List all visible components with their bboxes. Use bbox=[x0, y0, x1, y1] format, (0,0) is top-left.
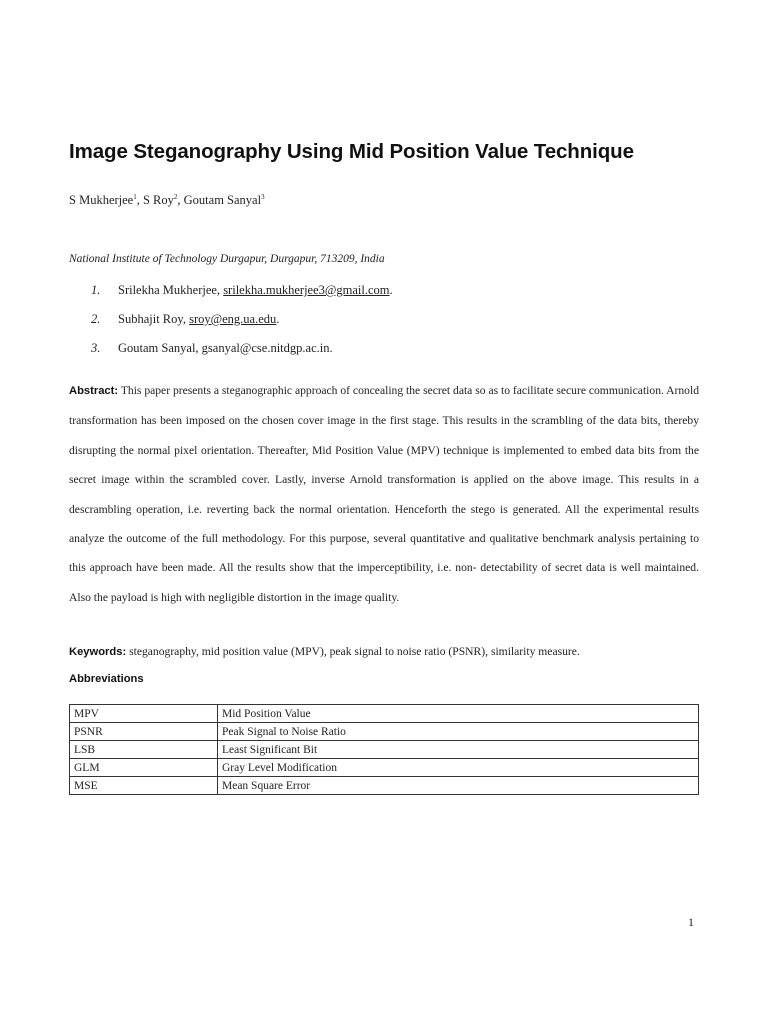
contact-name: Subhajit Roy, bbox=[118, 312, 190, 326]
author-affiliation-mark: 1 bbox=[133, 192, 137, 201]
abbr-cell: LSB bbox=[70, 741, 218, 759]
author-separator: , bbox=[136, 193, 143, 207]
keywords-paragraph bbox=[69, 642, 709, 662]
email-link[interactable]: srilekha.mukherjee3@gmail.com bbox=[223, 283, 390, 297]
paper-title: Image Steganography Using Mid Position Value Technique bbox=[69, 140, 634, 163]
full-form-cell: Mean Square Error bbox=[218, 777, 699, 795]
abbr-cell: MSE bbox=[70, 777, 218, 795]
list-number: 2. bbox=[91, 312, 101, 326]
contact-name: Goutam Sanyal, bbox=[118, 341, 202, 355]
full-form-cell: Mid Position Value bbox=[218, 705, 699, 723]
author-affiliation-mark: 3 bbox=[261, 192, 265, 201]
table-row bbox=[70, 741, 699, 759]
list-item bbox=[69, 310, 689, 339]
list-number: 1. bbox=[91, 283, 101, 297]
author-name: S Mukherjee bbox=[69, 193, 134, 207]
author-separator: , bbox=[177, 193, 184, 207]
list-item bbox=[69, 339, 689, 368]
list-end-punct: . bbox=[276, 312, 280, 326]
abbr-cell: GLM bbox=[70, 759, 218, 777]
table-row bbox=[70, 705, 699, 723]
abstract-text: This paper presents a steganographic approach of concealing the secret data so as to facilitate secure communication. Arnold transformation has been imposed on the chosen cover image in the first stage. This results in the scrambling of the data bits, thereby disrupting the normal pixel orientation. Thereafter, Mid Position Value (MPV) technique is implemented to embed data bits from the secret image within the scrambled cover. Lastly, inverse Arnold transformation is applied on the above image. This results in a descrambling operation, i.e. reverting back the normal orientation. Henceforth the stego is generated. All the experimental results analyze the outcome of the full methodology. For this purpose, several quantitative and qualitative benchmark analysis pertaining to this approach have been made. All the results show that the imperceptibility, i.e. non- detectability of secret data is well maintained. Also the payload is high with negligible distortion in the image quality. bbox=[69, 384, 699, 604]
author-affiliation-mark: 2 bbox=[173, 192, 178, 201]
list-end-punct: . bbox=[389, 283, 393, 297]
email-link[interactable]: sroy@eng.ua.edu bbox=[189, 312, 277, 326]
author-name: Goutam Sanyal bbox=[183, 193, 262, 207]
list-item bbox=[69, 281, 689, 310]
affiliation: National Institute of Technology Durgapur, Durgapur, 713209, India bbox=[69, 253, 385, 265]
table-row bbox=[70, 777, 699, 795]
table-row bbox=[70, 723, 699, 741]
contact-name: Srilekha Mukherjee, bbox=[118, 283, 224, 297]
full-form-cell: Least Significant Bit bbox=[218, 741, 699, 759]
list-end-punct: . bbox=[329, 341, 333, 355]
abbr-cell: PSNR bbox=[70, 723, 218, 741]
abstract-paragraph bbox=[69, 376, 699, 612]
abbreviations-table bbox=[69, 704, 699, 795]
table-row bbox=[70, 759, 699, 777]
email-text: gsanyal@cse.nitdgp.ac.in bbox=[201, 341, 330, 355]
abbreviations-heading: Abbreviations bbox=[69, 673, 144, 685]
keywords-label: Keywords: bbox=[69, 646, 127, 658]
author-name: S Roy bbox=[142, 193, 174, 207]
author-line bbox=[69, 193, 265, 208]
page-number: 1 bbox=[688, 915, 694, 929]
abstract-label: Abstract: bbox=[69, 385, 119, 397]
list-number: 3. bbox=[91, 341, 101, 355]
full-form-cell: Gray Level Modification bbox=[218, 759, 699, 777]
keywords-text: steganography, mid position value (MPV), peak signal to noise ratio (PSNR), similarity measure. bbox=[129, 645, 580, 658]
abbr-cell: MPV bbox=[70, 705, 218, 723]
author-contact-list bbox=[69, 281, 689, 368]
full-form-cell: Peak Signal to Noise Ratio bbox=[218, 723, 699, 741]
